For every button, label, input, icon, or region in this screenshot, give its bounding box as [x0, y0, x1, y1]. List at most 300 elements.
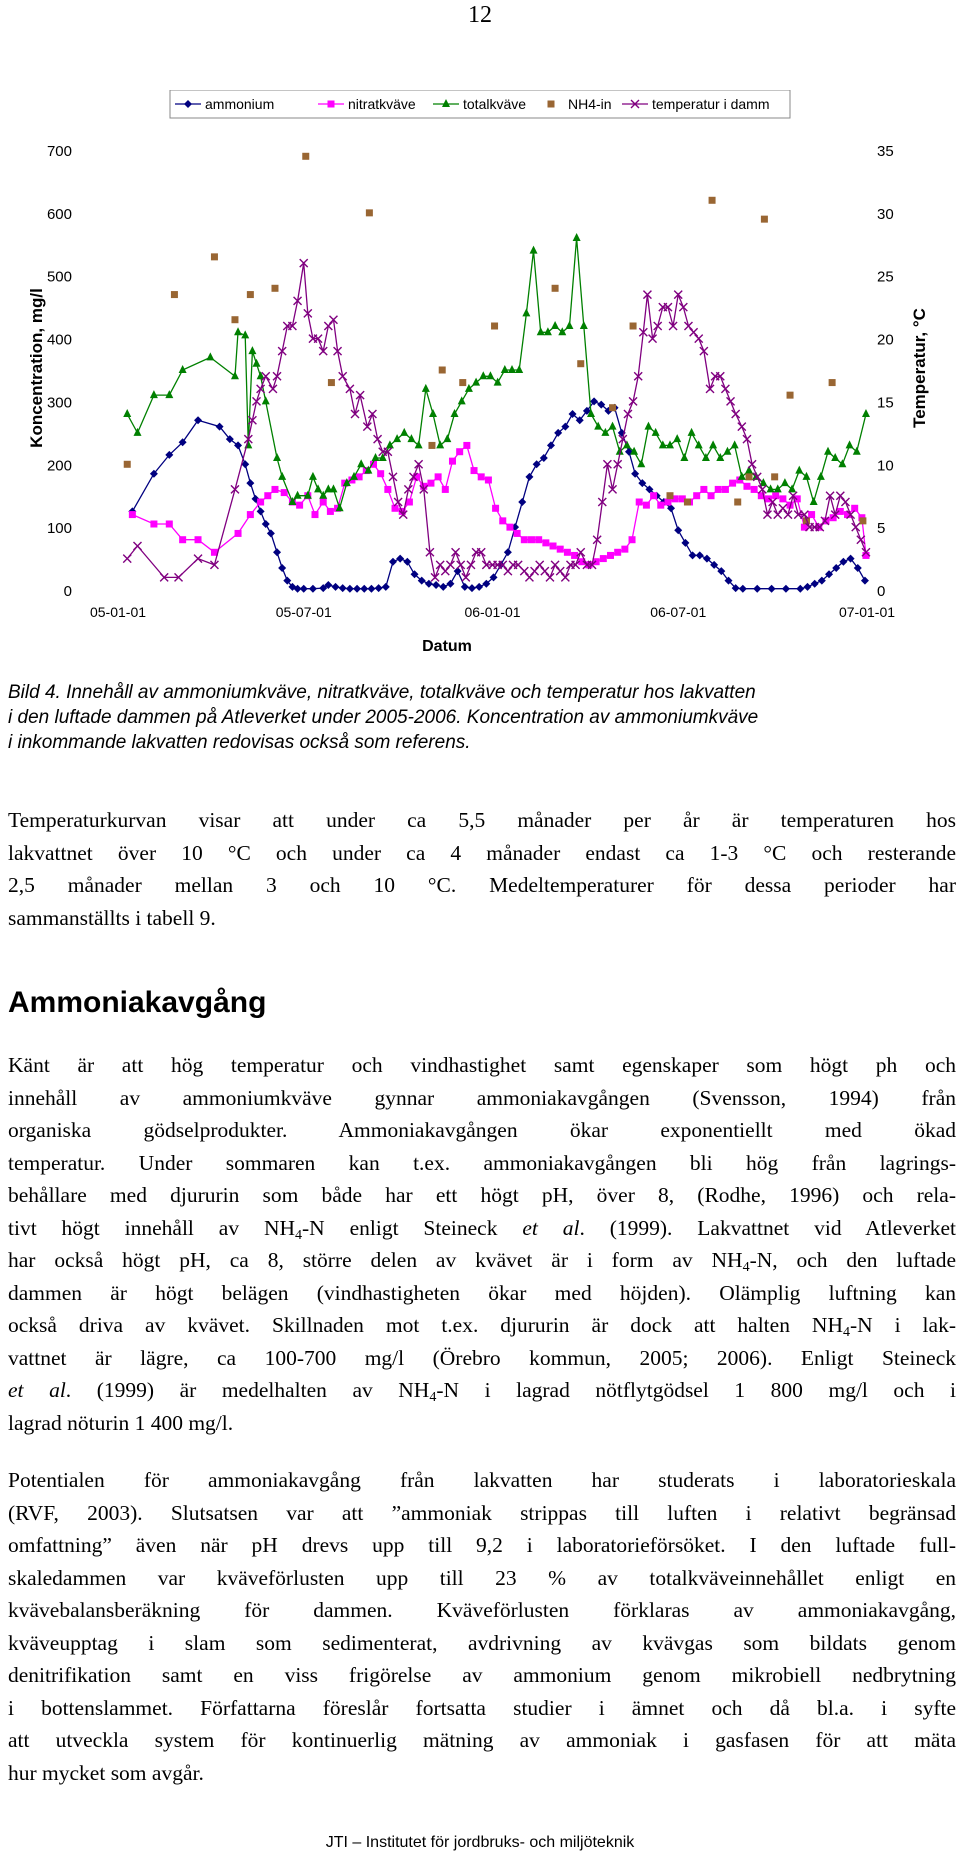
- ammonium-point: [861, 577, 869, 585]
- text-run: . (1999). Lakvattnet vid Atleverket: [579, 1215, 957, 1240]
- nitratkv-ve-point: [264, 492, 271, 499]
- nitratkv-ve-point: [384, 486, 391, 493]
- nitratkv-ve-point: [471, 467, 478, 474]
- temperatur-i-damm-point: [504, 567, 512, 575]
- paragraph-line: omfattning” även när pH drevs upp till 9,2 i laboratorieförsöket. I den luftade full-: [8, 1533, 956, 1557]
- ammonium-point: [389, 558, 397, 566]
- y-tick-label: 500: [46, 268, 72, 286]
- totalkv-ve-point: [688, 428, 696, 436]
- paragraph-line: behållare med djururin som både har ett högt pH, över 8, (Rodhe, 1996) och rela-: [8, 1183, 956, 1207]
- nitratkv-ve-point: [614, 549, 621, 556]
- temperatur-i-damm-point: [536, 561, 544, 569]
- nitratkv-ve-point: [629, 536, 636, 543]
- totalkv-ve-point: [623, 440, 631, 448]
- ammonium-point: [439, 583, 447, 591]
- temperatur-i-damm-point: [123, 555, 131, 563]
- nitratkv-ve-point: [557, 546, 564, 553]
- y2-tick-label: 0: [877, 583, 886, 600]
- ammonium-point: [681, 539, 689, 547]
- temperatur-i-damm-point: [732, 410, 740, 418]
- nitratkv-ve-point: [542, 539, 549, 546]
- temperatur-i-damm-point: [269, 385, 277, 393]
- nitratkv-ve-point: [621, 546, 628, 553]
- nitratkv-ve-point: [427, 480, 434, 487]
- paragraph-line: Potentialen för ammoniakavgång från lakvatten har studerats i laboratorieskala: [8, 1468, 956, 1492]
- totalkv-ve-point: [846, 440, 854, 448]
- caption-line: i den luftade dammen på Atleverket under 2005-2006. Koncentration av ammoniumkväve: [8, 707, 759, 728]
- x-tick-label: 07-01-01: [838, 604, 896, 620]
- ammonium-point: [468, 584, 476, 592]
- totalkv-ve-point: [558, 327, 566, 335]
- totalkv-ve-point: [234, 327, 242, 335]
- legend-label: temperatur i damm: [652, 96, 770, 112]
- temperatur-i-damm-point: [363, 423, 371, 431]
- temperatur-i-damm-point: [779, 504, 787, 512]
- subscript: 4: [742, 1260, 750, 1275]
- ammonium-point: [696, 551, 704, 559]
- paragraph-line: hur mycket som avgår.: [8, 1760, 204, 1785]
- x-tick-label: 06-01-01: [464, 604, 521, 620]
- italic-text: et al: [8, 1378, 66, 1402]
- nitratkv-ve-point: [729, 480, 736, 487]
- nitratkv-ve-point: [257, 499, 264, 506]
- ammonium-point: [346, 585, 354, 593]
- ammonium-point: [446, 580, 454, 588]
- totalkv-ve-point: [774, 484, 782, 492]
- totalkv-ve-point: [824, 447, 832, 455]
- totalkv-ve-point: [278, 472, 286, 480]
- page-footer: JTI – Institutet för jordbruks- och miljöteknik: [325, 1834, 635, 1851]
- temperatur-i-damm-point: [654, 322, 662, 330]
- temperatur-i-damm-point: [531, 567, 539, 575]
- ammonium-point: [257, 507, 265, 515]
- chart: [0, 90, 960, 665]
- totalkv-ve-point: [123, 409, 131, 417]
- text-run: -N, och den luftade: [749, 1248, 957, 1272]
- ammonium-point: [332, 583, 340, 591]
- totalkv-ve-point: [522, 308, 530, 316]
- paragraph-line: Känt är att hög temperatur och vindhastighet samt egenskaper som högt ph och: [8, 1053, 956, 1077]
- totalkv-ve-point: [680, 453, 688, 461]
- ammonium-point: [267, 529, 275, 537]
- temperatur-i-damm-point: [551, 561, 559, 569]
- y2-tick-label: 20: [877, 331, 894, 349]
- temperatur-i-damm-point: [836, 492, 844, 500]
- nitratkv-ve-point: [235, 530, 242, 537]
- nitratkv-ve-point: [442, 486, 449, 493]
- totalkv-ve-point: [673, 434, 681, 442]
- nitratkv-ve-point: [535, 536, 542, 543]
- temperatur-i-damm-point: [210, 561, 218, 569]
- totalkv-ve-point: [472, 378, 480, 386]
- nh4-in-point: [859, 517, 866, 524]
- totalkv-ve-point: [551, 321, 559, 329]
- chart-legend: [170, 90, 790, 118]
- paragraph-ammonia: [8, 1049, 956, 1439]
- nitratkv-ve-point: [499, 517, 506, 524]
- nh4-in-point: [328, 379, 335, 386]
- ammonium-point: [382, 583, 390, 591]
- totalkv-ve-point: [853, 447, 861, 455]
- ammonium-point: [396, 555, 404, 563]
- temperatur-i-damm-point: [841, 498, 849, 506]
- y-tick-label: 0: [63, 583, 72, 600]
- text-run: -N i lagrad nötflytgödsel 1 800 mg/l och i: [436, 1378, 956, 1402]
- ammonium-point: [367, 585, 375, 593]
- totalkv-ve-point: [862, 409, 870, 417]
- nitratkv-ve-point: [708, 492, 715, 499]
- totalkv-ve-point: [165, 390, 173, 398]
- nitratkv-ve-point: [506, 524, 513, 531]
- temperatur-i-damm-point: [721, 385, 729, 393]
- text-run: -N enligt Steineck: [302, 1215, 523, 1240]
- totalkv-ve-point: [831, 453, 839, 461]
- temperatur-i-damm-point: [679, 303, 687, 311]
- nitratkv-ve-point: [179, 536, 186, 543]
- caption-line: Bild 4. Innehåll av ammoniumkväve, nitratkväve, totalkväve och temperatur hos lakvatten: [8, 682, 756, 703]
- nitratkv-ve-point: [650, 492, 657, 499]
- paragraph-line: [8, 1309, 956, 1342]
- totalkv-ve-point: [810, 497, 818, 505]
- paragraph-line: lagrad nöturin 1 400 mg/l.: [8, 1410, 234, 1435]
- totalkv-ve-point: [309, 472, 317, 480]
- subscript: 4: [295, 1227, 303, 1243]
- nitratkv-ve-point: [296, 502, 303, 509]
- paragraph-line: organiska gödselprodukter. Ammoniakavgången ökar exponentiellt med ökad: [8, 1118, 956, 1142]
- paragraph-line: innehåll av ammoniumkväve gynnar ammoniakavgången (Svensson, 1994) från: [8, 1085, 956, 1110]
- x-tick-label: 06-07-01: [650, 604, 707, 620]
- paragraph-line: denitrifikation samt en viss frigörelse av ammonium genom mikrobiell nedbrytning: [8, 1663, 956, 1687]
- text-run: -N i lak-: [849, 1313, 956, 1337]
- ammonium-point: [689, 551, 697, 559]
- totalkv-ve-point: [788, 484, 796, 492]
- y-tick-label: 600: [46, 205, 72, 223]
- temperatur-i-damm-point: [441, 567, 449, 575]
- nh4-in-point: [124, 461, 131, 468]
- nh4-in-point: [491, 323, 498, 330]
- temperatur-i-damm-point: [231, 485, 239, 493]
- nitratkv-ve-point: [150, 521, 157, 528]
- y2-axis-label: Temperatur, °C: [910, 308, 929, 428]
- paragraph-line: [8, 1374, 956, 1407]
- nitratkv-ve-point: [195, 536, 202, 543]
- paragraph-line: sammanställts i tabell 9.: [8, 905, 216, 930]
- chart-plot-area: [123, 153, 870, 593]
- temperatur-i-damm-point: [457, 561, 465, 569]
- totalkv-ve-point: [372, 453, 380, 461]
- nitratkv-ve-point: [664, 499, 671, 506]
- ammonium-point: [782, 585, 790, 593]
- ammonium-point: [194, 416, 202, 424]
- temperatur-i-damm-point: [520, 567, 528, 575]
- nitratkv-ve-point: [550, 543, 557, 550]
- nh4-in-point: [684, 499, 691, 506]
- ammonium-point: [360, 585, 368, 593]
- nitratkv-ve-point: [600, 555, 607, 562]
- ammonium-point: [811, 580, 819, 588]
- legend-label: nitratkväve: [348, 96, 416, 112]
- nh4-in-point: [609, 404, 616, 411]
- totalkv-ve-point: [601, 428, 609, 436]
- y-axis-label: Koncentration, mg/l: [27, 288, 46, 448]
- subscript: 4: [429, 1390, 437, 1405]
- x-axis-label: Datum: [422, 638, 472, 655]
- nitratkv-ve-point: [808, 511, 815, 518]
- subscript: 4: [842, 1325, 850, 1340]
- nitratkv-ve-point: [129, 511, 136, 518]
- nitratkv-ve-point: [564, 549, 571, 556]
- ammonium-point: [278, 564, 286, 572]
- paragraph-line: 2,5 månader mellan 3 och 10 °C. Medeltemperaturer för dessa perioder har: [8, 873, 956, 897]
- ammonium-point: [518, 498, 526, 506]
- totalkv-ve-point: [644, 422, 652, 430]
- ammonium-line: [132, 401, 865, 588]
- totalkv-ve-point: [652, 428, 660, 436]
- totalkv-ve-point: [386, 440, 394, 448]
- totalkv-ve-point: [357, 459, 365, 467]
- temperatur-i-damm-point: [561, 573, 569, 581]
- ammonium-point: [547, 441, 555, 449]
- totalkv-ve-point: [817, 472, 825, 480]
- paragraph-line: temperatur. Under sommaren kan t.ex. ammoniakavgången bli hög från lagrings-: [8, 1150, 956, 1175]
- temperatur-i-damm-point: [738, 423, 746, 431]
- temperatur-i-damm-point: [546, 573, 554, 581]
- nitratkv-ve-point: [281, 489, 288, 496]
- ammonium-point: [768, 585, 776, 593]
- paragraph-temperature: [8, 804, 956, 934]
- nh4-in-point: [439, 367, 446, 374]
- temperatur-i-damm-point: [133, 542, 141, 550]
- nitratkv-ve-point: [779, 495, 786, 502]
- ammonium-point: [674, 526, 682, 534]
- totalkv-ve-point: [273, 453, 281, 461]
- totalkv-ve-point: [573, 233, 581, 241]
- legend-swatch-marker: [328, 101, 335, 108]
- nitratkv-ve-point: [715, 486, 722, 493]
- totalkv-ve-point: [508, 365, 516, 373]
- ammonium-point: [246, 479, 254, 487]
- totalkv-ve-point: [415, 440, 423, 448]
- totalkv-ve-point: [429, 409, 437, 417]
- nitratkv-ve-point: [327, 508, 334, 515]
- legend-label: ammonium: [205, 96, 275, 112]
- ammonium-point: [461, 583, 469, 591]
- caption-line: i inkommande lakvatten redovisas också som referens.: [8, 732, 471, 753]
- temperatur-i-damm-point: [690, 328, 698, 336]
- totalkv-ve-point: [486, 371, 494, 379]
- ammonium-point: [353, 585, 361, 593]
- nh4-in-point: [552, 285, 559, 292]
- y-tick-label: 300: [46, 394, 72, 412]
- nitratkv-ve-point: [528, 536, 535, 543]
- ammonium-point: [432, 581, 440, 589]
- nitratkv-ve-point: [700, 486, 707, 493]
- totalkv-ve-point: [795, 466, 803, 474]
- nitratkv-ve-point: [320, 499, 327, 506]
- nitratkv-ve-point: [463, 442, 470, 449]
- x-tick-label: 05-01-01: [89, 604, 147, 620]
- nh4-in-point: [761, 216, 768, 223]
- nh4-in-point: [829, 379, 836, 386]
- ammonium-point: [309, 585, 317, 593]
- temperatur-i-damm-point: [774, 511, 782, 519]
- totalkv-ve-point: [565, 321, 573, 329]
- nitratkv-ve-point: [166, 521, 173, 528]
- section-heading: Ammoniakavgång: [8, 986, 267, 1019]
- nh4-in-point: [428, 442, 435, 449]
- ammonium-point: [803, 583, 811, 591]
- nh4-in-point: [787, 392, 794, 399]
- y2-tick-label: 15: [877, 394, 894, 412]
- nh4-in-point: [577, 360, 584, 367]
- paragraph-line: att utveckla system för kontinuerlig mätning av ammoniak i gasfasen för att mäta: [8, 1728, 956, 1752]
- totalkv-ve-point: [253, 359, 261, 367]
- paragraph-line: i bottenslammet. Författarna föreslår fortsatta studier i ämnet och då bl.a. i syfte: [8, 1695, 956, 1720]
- y-tick-label: 400: [46, 331, 72, 349]
- ammonium-point: [262, 520, 270, 528]
- totalkv-ve-point: [294, 491, 302, 499]
- totalkv-ve-point: [329, 484, 337, 492]
- nh4-in-point: [211, 253, 218, 260]
- nitratkv-ve-point: [722, 486, 729, 493]
- totalkv-ve-point: [150, 390, 158, 398]
- y2-tick-label: 25: [877, 268, 894, 286]
- totalkv-ve-point: [479, 371, 487, 379]
- totalkv-ve-point: [544, 327, 552, 335]
- y2-tick-label: 35: [877, 143, 894, 160]
- paragraph-line: lakvattnet över 10 °C och under ca 4 månader endast ca 1-3 °C och resterande: [8, 840, 956, 865]
- temperatur-i-damm-point: [194, 555, 202, 563]
- y2-tick-label: 10: [877, 457, 894, 475]
- nitratkv-ve-point: [514, 530, 521, 537]
- figure-caption: [8, 680, 953, 755]
- ammonium-point: [403, 558, 411, 566]
- totalkv-ve-point: [206, 352, 214, 360]
- y-tick-label: 100: [46, 520, 72, 538]
- nitratkv-ve-point: [456, 448, 463, 455]
- nitratkv-ve-point: [607, 552, 614, 559]
- ammonium-point: [339, 584, 347, 592]
- text-run: . (1999) är medelhalten av NH: [65, 1378, 430, 1402]
- totalkv-ve-point: [723, 447, 731, 455]
- temperatur-i-damm-point: [695, 335, 703, 343]
- paragraph-line: [8, 1244, 956, 1277]
- totalkv-ve-point: [393, 434, 401, 442]
- nh4-in-point: [366, 209, 373, 216]
- nitratkv-ve-point: [311, 511, 318, 518]
- temperatur-i-damm-point: [556, 567, 564, 575]
- italic-text: et al: [522, 1215, 580, 1240]
- legend-label: totalkväve: [463, 96, 527, 112]
- y-tick-label: 700: [46, 143, 72, 160]
- nitratkv-ve-point: [271, 486, 278, 493]
- totalkv-ve-point: [515, 365, 523, 373]
- paragraph-line: kvävebalansberäkning för dammen. Kväveförlusten förklaras av ammoniakavgång,: [8, 1598, 956, 1622]
- temperatur-i-damm-point: [852, 523, 860, 531]
- ammonium-point: [273, 548, 281, 556]
- temperatur-i-damm-point: [462, 573, 470, 581]
- nitratkv-ve-point: [693, 492, 700, 499]
- totalkv-ve-point: [231, 371, 239, 379]
- nh4-in-point: [302, 153, 309, 160]
- paragraph-line: [8, 1212, 956, 1245]
- totalkv-ve-point: [666, 440, 674, 448]
- nh4-in-point: [771, 473, 778, 480]
- y2-tick-label: 5: [877, 520, 886, 538]
- text-run: också driva av kvävet. Skillnaden mot t.ex. djururin är dock att halten NH: [8, 1313, 843, 1337]
- totalkv-ve-point: [767, 484, 775, 492]
- nh4-in-point: [746, 473, 753, 480]
- totalkv-ve-point: [537, 327, 545, 335]
- nh4-in-point: [247, 291, 254, 298]
- nitratkv-ve-point: [377, 470, 384, 477]
- temperatur-i-damm-point: [784, 511, 792, 519]
- page-number: 12: [468, 2, 492, 28]
- totalkv-ve-point: [709, 440, 717, 448]
- ammonium-point: [739, 585, 747, 593]
- ammonium-point: [504, 548, 512, 556]
- legend-swatch-marker: [548, 101, 555, 108]
- totalkv-ve-point: [314, 484, 322, 492]
- paragraph-line: kväveupptag i slam som sedimenterat, avdrivning av kvävgas som bildats genom: [8, 1630, 956, 1655]
- totalkv-ve-point: [838, 459, 846, 467]
- ammonium-point: [525, 473, 533, 481]
- nitratkv-ve-point: [449, 458, 456, 465]
- paragraph-line: Temperaturkurvan visar att under ca 5,5 månader per år är temperaturen hos: [8, 808, 956, 832]
- nh4-in-point: [667, 492, 674, 499]
- nitratkv-ve-point: [435, 473, 442, 480]
- totalkv-ve-point: [262, 396, 270, 404]
- legend-label: NH4-in: [568, 96, 612, 112]
- totalkv-ve-point: [781, 478, 789, 486]
- nitratkv-ve-point: [485, 477, 492, 484]
- nitratkv-ve-point: [657, 502, 664, 509]
- paragraph-line: skaledammen var kväveförlusten upp till 23 % av totalkväveinnehållet enligt en: [8, 1565, 956, 1590]
- nh4-in-point: [709, 197, 716, 204]
- totalkv-ve-point: [738, 472, 746, 480]
- nh4-in-point: [459, 379, 466, 386]
- paragraph-potential: [8, 1464, 956, 1789]
- nitratkv-ve-point: [743, 483, 750, 490]
- temperatur-i-damm-point: [467, 561, 475, 569]
- ammonium-point: [753, 585, 761, 593]
- text-run: har också högt pH, ca 8, större delen av kvävet är i form av NH: [8, 1248, 743, 1272]
- nitratkv-ve-point: [247, 511, 254, 518]
- totalkv-ve-point: [501, 365, 509, 373]
- nitratkv-ve-point: [643, 502, 650, 509]
- totalkv-ve-point: [609, 422, 617, 430]
- nitratkv-ve-point: [492, 505, 499, 512]
- temperatur-i-damm-point: [452, 548, 460, 556]
- totalkv-ve-point: [436, 440, 444, 448]
- paragraph-line: vattnet är lägre, ca 100-700 mg/l (Örebro kommun, 2005; 2006). Enligt Steineck: [8, 1345, 956, 1370]
- totalkv-ve-point: [530, 246, 538, 254]
- totalkv-ve-point: [802, 472, 810, 480]
- totalkv-ve-point: [407, 434, 415, 442]
- ammonium-point: [375, 584, 383, 592]
- ammonium-point: [796, 585, 804, 593]
- totalkv-ve-point: [580, 321, 588, 329]
- nitratkv-ve-point: [478, 473, 485, 480]
- totalkv-ve-point: [422, 384, 430, 392]
- nh4-in-point: [734, 499, 741, 506]
- y-tick-label: 200: [46, 457, 72, 475]
- ammonium-point: [300, 585, 308, 593]
- temperatur-i-damm-point: [525, 573, 533, 581]
- totalkv-ve-point: [443, 434, 451, 442]
- nitratkv-ve-point: [751, 486, 758, 493]
- nitratkv-ve-point: [521, 536, 528, 543]
